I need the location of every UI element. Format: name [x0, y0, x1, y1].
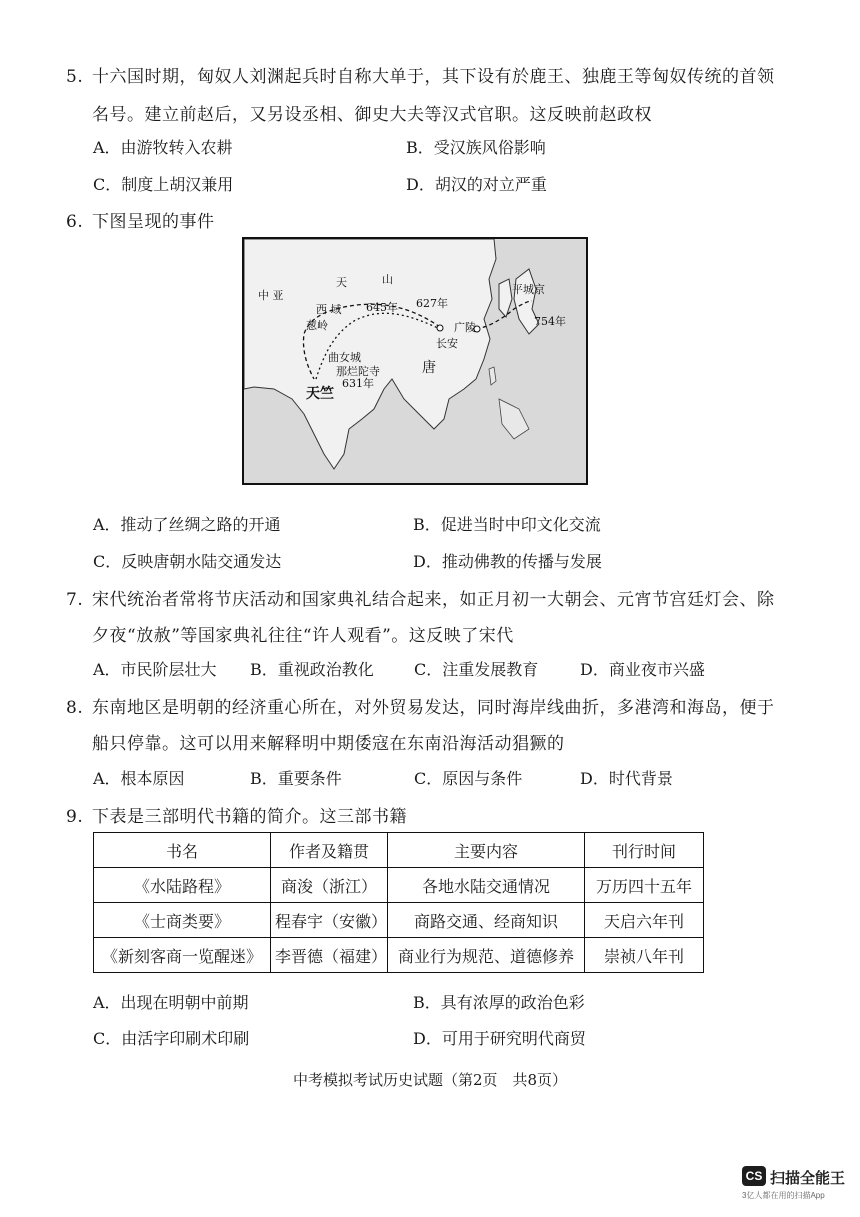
q9-option-c: C．由活字印刷术印刷 [93, 1029, 250, 1048]
q9-number: 9. [66, 807, 84, 827]
q8-option-a: A．根本原因 [93, 769, 185, 788]
camscanner-logo-icon: CS [742, 1166, 766, 1186]
q6-option-c: C．反映唐朝水陆交通发达 [93, 552, 282, 571]
table-cell: 商路交通、经商知识 [388, 903, 585, 938]
q9-option-a: A．出现在明朝中前期 [93, 993, 249, 1012]
q5-stem-line1: 5. 十六国时期，匈奴人刘渊起兵时自称大单于，其下设有於鹿王、独鹿王等匈奴传统的首领 [66, 67, 775, 87]
map-label-tianshan-1: 天 [336, 276, 347, 289]
table-cell: 商业行为规范、道德修养 [388, 938, 585, 973]
q7-option-a: A．市民阶层壮大 [93, 660, 217, 679]
ming-books-table [93, 832, 704, 973]
table-header-title: 书名 [94, 833, 271, 868]
changan-dot [437, 325, 443, 331]
table-cell: 天启六年刊 [585, 903, 704, 938]
table-cell: 商浚（浙江） [271, 868, 388, 903]
q9-stem: 9. 下表是三部明代书籍的简介。这三部书籍 [66, 807, 407, 827]
q7-stem-line1: 7. 宋代统治者常将节庆活动和国家典礼结合起来，如正月初一大朝会、元宵节宫廷灯会、除 [66, 590, 775, 610]
table-cell: 李晋德（福建） [271, 938, 388, 973]
map-label-guangling: 广陵 [454, 321, 476, 334]
q7-option-c: C．注重发展教育 [414, 660, 539, 679]
q6-stem: 6. 下图呈现的事件 [66, 212, 215, 232]
q9-option-b: B．具有浓厚的政治色彩 [413, 993, 585, 1012]
map-label-year-627: 627年 [416, 297, 448, 310]
table-cell: 《新刻客商一览醒迷》 [94, 938, 271, 973]
q7-number: 7. [66, 590, 84, 610]
map-label-western-regions: 西 域 [316, 303, 342, 316]
table-row [94, 903, 704, 938]
q5-number: 5. [66, 67, 84, 87]
q8-option-b: B．重要条件 [250, 769, 342, 788]
table-row [94, 868, 704, 903]
q7-option-b: B．重视政治教化 [250, 660, 374, 679]
q8-stem-line1: 8. 东南地区是明朝的经济重心所在，对外贸易发达，同时海岸线曲折，多港湾和海岛，便于 [66, 698, 775, 718]
page-footer: 中考模拟考试历史试题（第2页 共8页） [292, 1071, 568, 1089]
map-label-year-754: 754年 [534, 315, 566, 328]
q6-option-d: D．推动佛教的传播与发展 [413, 552, 602, 571]
korea-peninsula [499, 279, 512, 317]
map-label-congling: 葱岭 [306, 319, 328, 332]
map-label-changan: 长安 [436, 337, 458, 350]
map-label-year-631: 631年 [342, 377, 374, 390]
map-label-kanyakubja: 曲女城 [328, 351, 361, 364]
table-cell: 《水陆路程》 [94, 868, 271, 903]
q6-number: 6. [66, 212, 84, 232]
table-cell: 各地水陆交通情况 [388, 868, 585, 903]
q8-option-d: D．时代背景 [580, 769, 673, 788]
table-header-author: 作者及籍贯 [271, 833, 388, 868]
map-graphic [244, 239, 586, 483]
table-cell: 程春宇（安徽） [271, 903, 388, 938]
table-cell: 《士商类要》 [94, 903, 271, 938]
table-row [94, 938, 704, 973]
table-header-date: 刊行时间 [585, 833, 704, 868]
southeast-islands [499, 399, 529, 439]
watermark-app-name: 扫描全能王 [770, 1170, 846, 1187]
q5-option-b: B．受汉族风俗影响 [406, 138, 546, 157]
q8-stem-line2: 船只停靠。这可以用来解释明中期倭寇在东南沿海活动猖獗的 [92, 734, 565, 754]
taiwan-island [489, 367, 496, 385]
q6-option-a: A．推动了丝绸之路的开通 [93, 515, 281, 534]
q9-option-d: D．可用于研究明代商贸 [413, 1029, 586, 1048]
map-label-central-asia: 中 亚 [258, 289, 284, 302]
map-label-tianzhu: 天竺 [306, 386, 334, 402]
map-label-tianshan-2: 山 [382, 273, 393, 286]
map-label-nalanda: 那烂陀寺 [336, 365, 380, 378]
q6-option-b: B．促进当时中印文化交流 [413, 515, 601, 534]
map-label-tang: 唐 [422, 360, 436, 376]
q7-stem-line2: 夕夜“放赦”等国家典礼往往“许人观看”。这反映了宋代 [92, 626, 514, 646]
table-header-content: 主要内容 [388, 833, 585, 868]
map-label-heijo: 平城京 [512, 283, 545, 296]
q5-stem-line2: 名号。建立前赵后，又另设丞相、御史大夫等汉式官职。这反映前赵政权 [92, 105, 652, 125]
q8-option-c: C．原因与条件 [414, 769, 523, 788]
table-cell: 万历四十五年 [585, 868, 704, 903]
q5-option-c: C．制度上胡汉兼用 [93, 175, 234, 194]
q7-option-d: D．商业夜市兴盛 [580, 660, 705, 679]
table-header-row [94, 833, 704, 868]
tang-exchange-map [242, 237, 588, 485]
q5-option-a: A．由游牧转入农耕 [93, 138, 233, 157]
watermark-tagline: 3亿人都在用的扫描App [742, 1191, 825, 1200]
table-cell: 崇祯八年刊 [585, 938, 704, 973]
map-label-year-645: 645年 [366, 301, 398, 314]
q5-option-d: D．胡汉的对立严重 [406, 175, 547, 194]
asia-landmass [244, 239, 496, 469]
q8-number: 8. [66, 698, 84, 718]
